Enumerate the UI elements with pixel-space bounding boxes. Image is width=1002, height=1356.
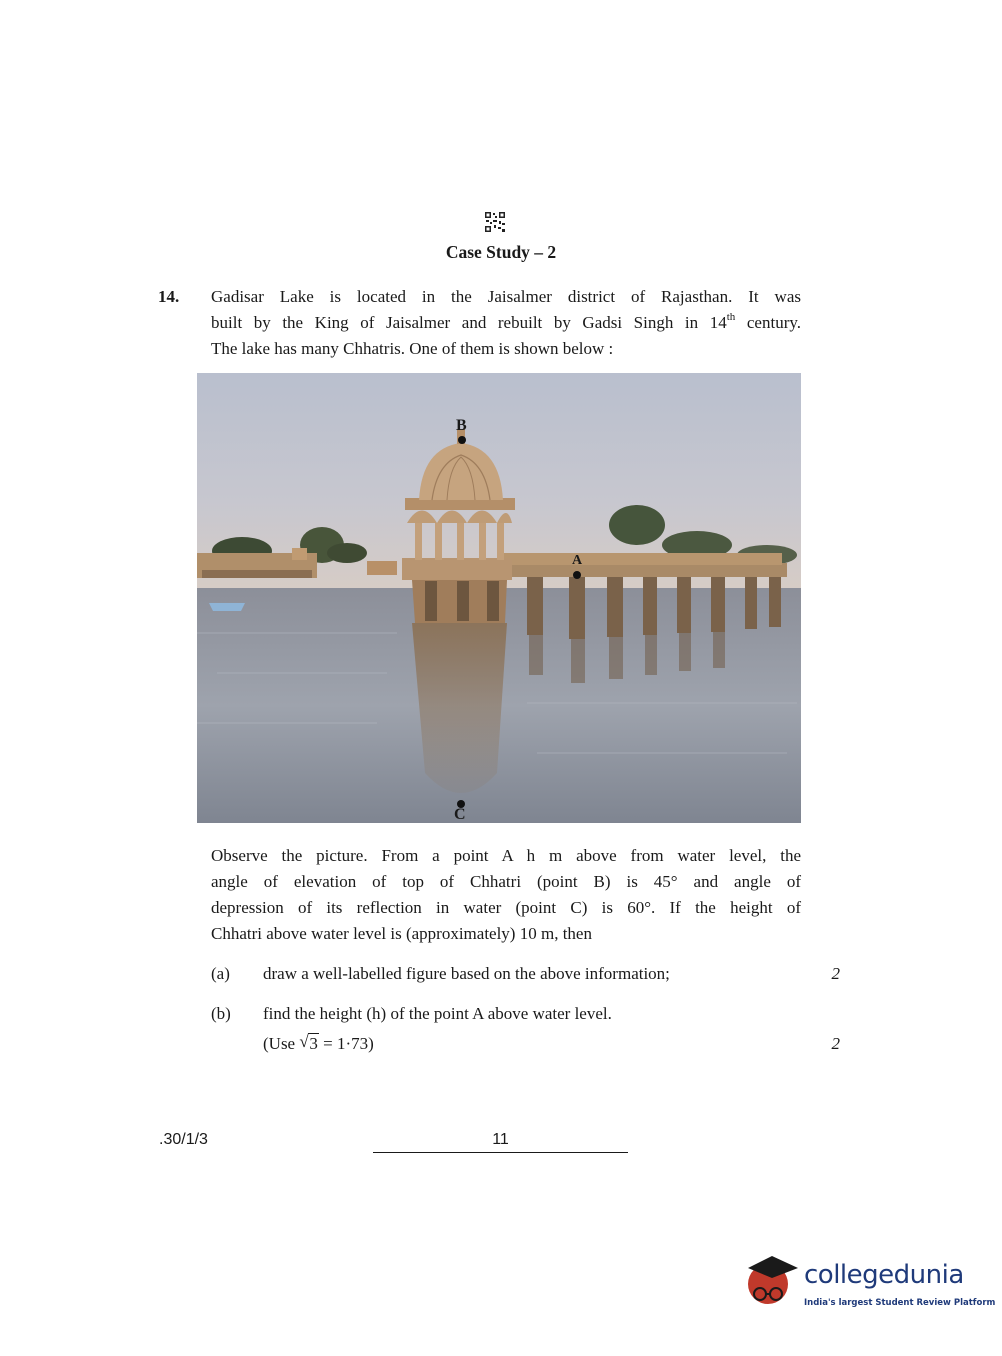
paper-code: .30/1/3 xyxy=(159,1131,208,1148)
question-intro xyxy=(211,284,801,362)
point-a-label: A xyxy=(572,553,583,568)
part-b-text: find the height (h) of the point A above water level. xyxy=(263,1004,612,1023)
part-b-label: (b) xyxy=(211,1004,231,1023)
intro-line-3: The lake has many Chhatris. One of them is shown below : xyxy=(211,339,614,358)
case-study-title: Case Study – 2 xyxy=(445,242,557,262)
part-b-hint: (Use √ 3 = 1·73) xyxy=(263,1032,374,1053)
part-a-text: draw a well-labelled figure based on the above information; xyxy=(263,964,670,983)
square-root-symbol: √ 3 xyxy=(299,1032,318,1053)
qr-code-icon xyxy=(484,211,506,233)
body-line-3: depression of its reflection in water (point C) is 60°. If the height of xyxy=(211,898,801,917)
body-line-1: Observe the picture. From a point A h m above from water level, the xyxy=(211,846,801,865)
body-line-4: Chhatri above water level is (approximately) 10 m, then xyxy=(211,924,592,943)
footer-rule xyxy=(373,1152,628,1153)
question-number: 14. xyxy=(158,287,180,306)
body-line-2: angle of elevation of top of Chhatri (point B) is 45° and angle of xyxy=(211,872,801,891)
part-b-marks: 2 xyxy=(831,1034,840,1053)
intro-line-2: built by the King of Jaisalmer and rebuilt by Gadsi Singh in 14th century. xyxy=(211,311,801,332)
part-a-marks: 2 xyxy=(831,964,840,983)
question-body xyxy=(211,843,801,947)
chhatri-lake-photo xyxy=(197,373,801,823)
intro-line-1: Gadisar Lake is located in the Jaisalmer district of Rajasthan. It was xyxy=(211,287,801,306)
point-b-label: B xyxy=(456,417,467,434)
brand-name: collegedunia xyxy=(804,1260,964,1290)
part-a-label: (a) xyxy=(211,964,230,983)
brand-tagline: India's largest Student Review Platform xyxy=(804,1298,996,1308)
page-number: 11 xyxy=(492,1131,509,1148)
point-c-label: C xyxy=(454,806,466,823)
